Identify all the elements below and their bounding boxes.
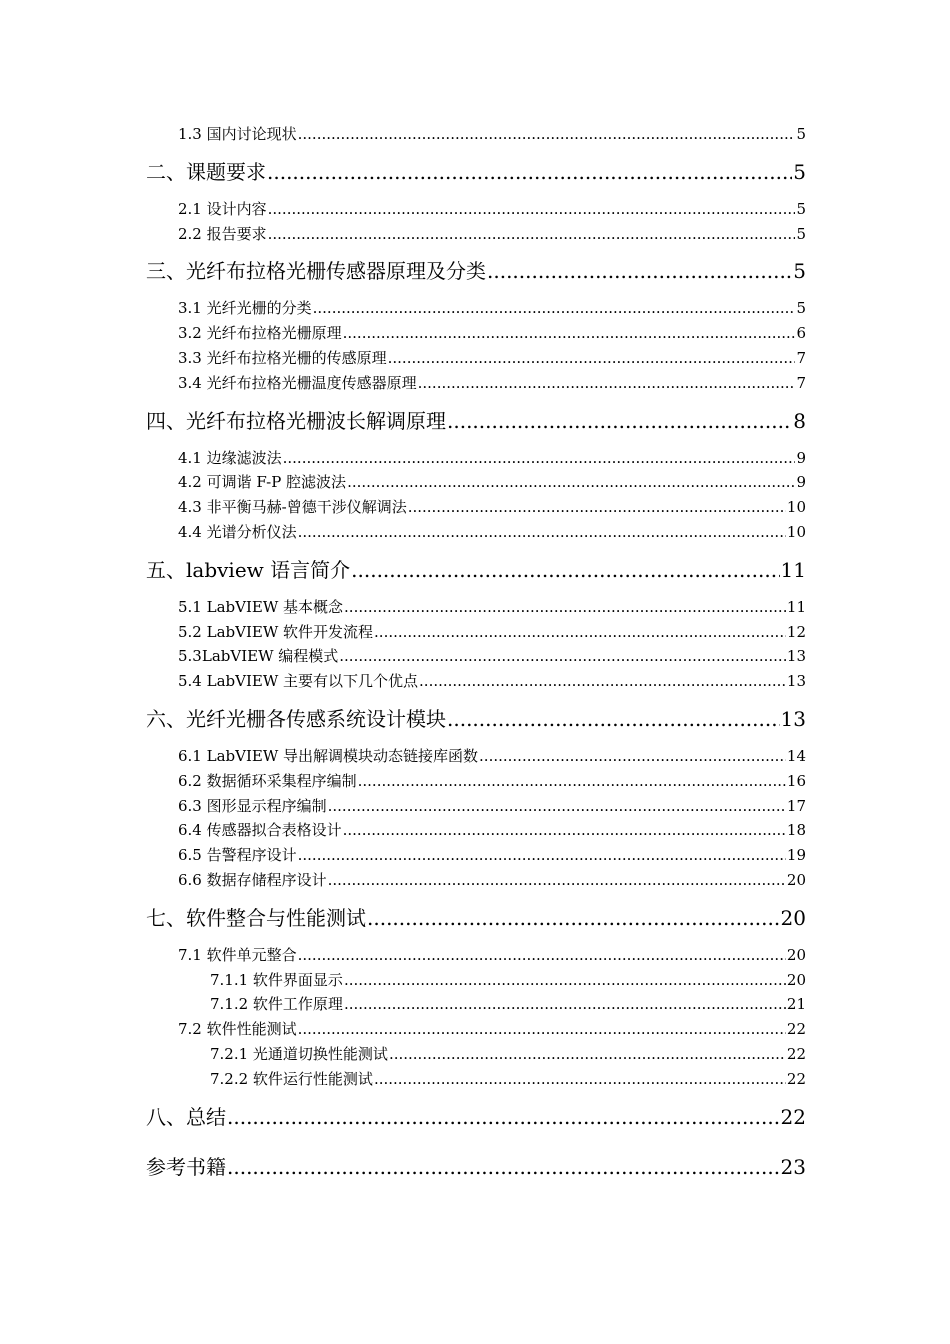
- toc-dot-leader: [408, 495, 786, 520]
- toc-entry[interactable]: [146, 545, 806, 595]
- toc-page-number: 12: [786, 622, 806, 641]
- toc-entry[interactable]: [146, 1042, 806, 1067]
- toc-page-number: 14: [786, 746, 806, 765]
- toc-entry[interactable]: [146, 396, 806, 446]
- toc-dot-leader: [418, 371, 796, 396]
- toc-dot-leader: [343, 818, 786, 843]
- toc-dot-leader: [358, 769, 786, 794]
- toc-entry-title: 四、光纤布拉格光栅波长解调原理: [146, 408, 446, 433]
- toc-page-number: 22: [786, 1044, 806, 1063]
- toc-page-number: 13: [786, 647, 806, 666]
- toc-page-number: 6: [796, 324, 806, 343]
- toc-entry[interactable]: [146, 1067, 806, 1092]
- toc-dot-leader: [268, 222, 796, 247]
- toc-page-number: 11: [786, 597, 806, 616]
- toc-dot-leader: [298, 943, 786, 968]
- toc-entry[interactable]: [146, 197, 806, 222]
- toc-dot-leader: [447, 694, 780, 744]
- toc-entry-title: 2.1 设计内容: [178, 199, 267, 218]
- toc-page-number: 5: [796, 224, 806, 243]
- toc-entry-title: 4.1 边缘滤波法: [178, 448, 282, 467]
- toc-entry-title: 4.3 非平衡马赫-曾德干涉仪解调法: [178, 498, 407, 517]
- toc-entry[interactable]: [146, 992, 806, 1017]
- toc-entry[interactable]: [146, 1142, 806, 1192]
- toc-dot-leader: [344, 968, 786, 993]
- toc-entry[interactable]: [146, 868, 806, 893]
- toc-entry-title: 参考书籍: [146, 1154, 226, 1179]
- toc-page-number: 10: [786, 498, 806, 517]
- toc-page-number: 20: [780, 905, 806, 930]
- toc-entry[interactable]: [146, 644, 806, 669]
- toc-page-number: 20: [786, 870, 806, 889]
- toc-entry[interactable]: [146, 694, 806, 744]
- toc-entry-title: 八、总结: [146, 1104, 226, 1129]
- table-of-contents: [146, 122, 806, 1192]
- toc-entry-title: 1.3 国内讨论现状: [178, 125, 297, 143]
- toc-entry-title: 6.6 数据存储程序设计: [178, 870, 327, 889]
- toc-dot-leader: [347, 470, 795, 495]
- toc-dot-leader: [447, 396, 792, 446]
- toc-page-number: 13: [780, 706, 806, 731]
- toc-entry-title: 二、课题要求: [146, 159, 266, 184]
- toc-page-number: 10: [786, 522, 806, 541]
- toc-dot-leader: [388, 346, 796, 371]
- toc-entry[interactable]: [146, 296, 806, 321]
- toc-entry[interactable]: [146, 1092, 806, 1142]
- toc-entry[interactable]: [146, 620, 806, 645]
- toc-dot-leader: [298, 520, 786, 545]
- toc-page-number: 22: [786, 1020, 806, 1039]
- toc-entry[interactable]: [146, 843, 806, 868]
- toc-entry-title: 6.2 数据循环采集程序编制: [178, 771, 357, 790]
- toc-entry-title: 6.1 LabVIEW 导出解调模块动态链接库函数: [178, 746, 479, 765]
- toc-dot-leader: [479, 744, 786, 769]
- toc-entry-title: 3.2 光纤布拉格光栅原理: [178, 324, 342, 343]
- toc-page-number: 16: [786, 771, 806, 790]
- toc-dot-leader: [328, 794, 786, 819]
- toc-entry-title: 7.1.2 软件工作原理: [210, 995, 343, 1014]
- toc-dot-leader: [283, 446, 796, 471]
- toc-entry[interactable]: [146, 346, 806, 371]
- toc-dot-leader: [268, 197, 796, 222]
- toc-page-number: 7: [796, 348, 806, 367]
- toc-entry-title: 7.1 软件单元整合: [178, 945, 297, 964]
- toc-entry-title: 三、光纤布拉格光栅传感器原理及分类: [146, 259, 486, 284]
- toc-dot-leader: [227, 1142, 780, 1192]
- toc-entry-title: 7.2 软件性能测试: [178, 1020, 297, 1039]
- toc-entry-title: 3.4 光纤布拉格光栅温度传感器原理: [178, 373, 417, 392]
- toc-dot-leader: [267, 147, 792, 197]
- toc-entry[interactable]: [146, 769, 806, 794]
- toc-page-number: 11: [780, 557, 806, 582]
- toc-dot-leader: [343, 321, 796, 346]
- toc-page-number: 17: [786, 796, 806, 815]
- toc-page-number: 19: [786, 846, 806, 865]
- toc-page-number: 8: [793, 408, 806, 433]
- toc-page-number: 18: [786, 821, 806, 840]
- toc-dot-leader: [419, 669, 786, 694]
- toc-entry-title: 7.2.1 光通道切换性能测试: [210, 1044, 388, 1063]
- toc-dot-leader: [298, 1017, 786, 1042]
- toc-dot-leader: [328, 868, 786, 893]
- toc-page-number: 20: [786, 945, 806, 964]
- toc-entry[interactable]: [146, 246, 806, 296]
- toc-dot-leader: [298, 122, 796, 147]
- toc-entry[interactable]: [146, 794, 806, 819]
- toc-page-number: 13: [786, 672, 806, 691]
- toc-entry[interactable]: [146, 470, 806, 495]
- toc-entry-title: 3.1 光纤光栅的分类: [178, 299, 312, 318]
- toc-entry[interactable]: [146, 222, 806, 247]
- toc-entry[interactable]: [146, 446, 806, 471]
- toc-page-number: 5: [793, 259, 806, 284]
- toc-dot-leader: [374, 1067, 786, 1092]
- toc-dot-leader: [487, 246, 792, 296]
- toc-entry[interactable]: [146, 818, 806, 843]
- toc-entry[interactable]: [146, 595, 806, 620]
- toc-page-number: 9: [796, 448, 806, 467]
- toc-dot-leader: [374, 620, 786, 645]
- toc-page-number: 9: [796, 473, 806, 492]
- toc-entry-title: 5.2 LabVIEW 软件开发流程: [178, 622, 374, 641]
- toc-entry[interactable]: [146, 744, 806, 769]
- toc-entry[interactable]: [146, 321, 806, 346]
- toc-entry-title: 7.2.2 软件运行性能测试: [210, 1069, 373, 1088]
- toc-dot-leader: [389, 1042, 786, 1067]
- toc-entry-title: 3.3 光纤布拉格光栅的传感原理: [178, 348, 387, 367]
- toc-entry[interactable]: [146, 495, 806, 520]
- toc-entry[interactable]: [146, 147, 806, 197]
- toc-page-number: 22: [780, 1104, 806, 1129]
- toc-dot-leader: [367, 893, 780, 943]
- toc-dot-leader: [339, 644, 786, 669]
- toc-entry-title: 4.4 光谱分析仪法: [178, 522, 297, 541]
- toc-dot-leader: [344, 992, 786, 1017]
- toc-page-number: 5: [793, 159, 806, 184]
- toc-dot-leader: [313, 296, 796, 321]
- toc-entry-title: 4.2 可调谐 F-P 腔滤波法: [178, 473, 347, 492]
- toc-dot-leader: [298, 843, 786, 868]
- toc-entry-title: 6.3 图形显示程序编制: [178, 796, 327, 815]
- toc-entry-title: 5.3LabVIEW 编程模式: [178, 647, 339, 666]
- toc-page-number: 23: [780, 1154, 806, 1179]
- toc-entry-title: 六、光纤光栅各传感系统设计模块: [146, 706, 446, 731]
- toc-entry-title: 5.4 LabVIEW 主要有以下几个优点: [178, 672, 419, 691]
- toc-entry[interactable]: [146, 669, 806, 694]
- toc-page-number: 7: [796, 373, 806, 392]
- toc-dot-leader: [351, 545, 779, 595]
- toc-entry-title: 6.5 告警程序设计: [178, 846, 297, 865]
- toc-entry[interactable]: [146, 1017, 806, 1042]
- toc-entry[interactable]: [146, 122, 806, 147]
- toc-entry[interactable]: [146, 893, 806, 943]
- toc-entry-title: 七、软件整合与性能测试: [146, 905, 366, 930]
- toc-entry[interactable]: [146, 520, 806, 545]
- toc-entry-title: 7.1.1 软件界面显示: [210, 970, 343, 989]
- toc-dot-leader: [227, 1092, 780, 1142]
- toc-entry-title: 5.1 LabVIEW 基本概念: [178, 597, 344, 616]
- toc-entry-title: 6.4 传感器拟合表格设计: [178, 821, 342, 840]
- toc-entry[interactable]: [146, 371, 806, 396]
- toc-entry[interactable]: [146, 943, 806, 968]
- toc-page-number: 20: [786, 970, 806, 989]
- toc-page-number: 5: [796, 299, 806, 318]
- toc-page-number: 5: [796, 199, 806, 218]
- toc-page-number: 21: [786, 995, 806, 1014]
- toc-entry[interactable]: [146, 968, 806, 993]
- toc-page-number: 22: [786, 1069, 806, 1088]
- toc-page-number: 5: [796, 125, 806, 143]
- toc-entry-title: 五、labview 语言简介: [146, 557, 351, 582]
- toc-dot-leader: [344, 595, 786, 620]
- toc-entry-title: 2.2 报告要求: [178, 224, 267, 243]
